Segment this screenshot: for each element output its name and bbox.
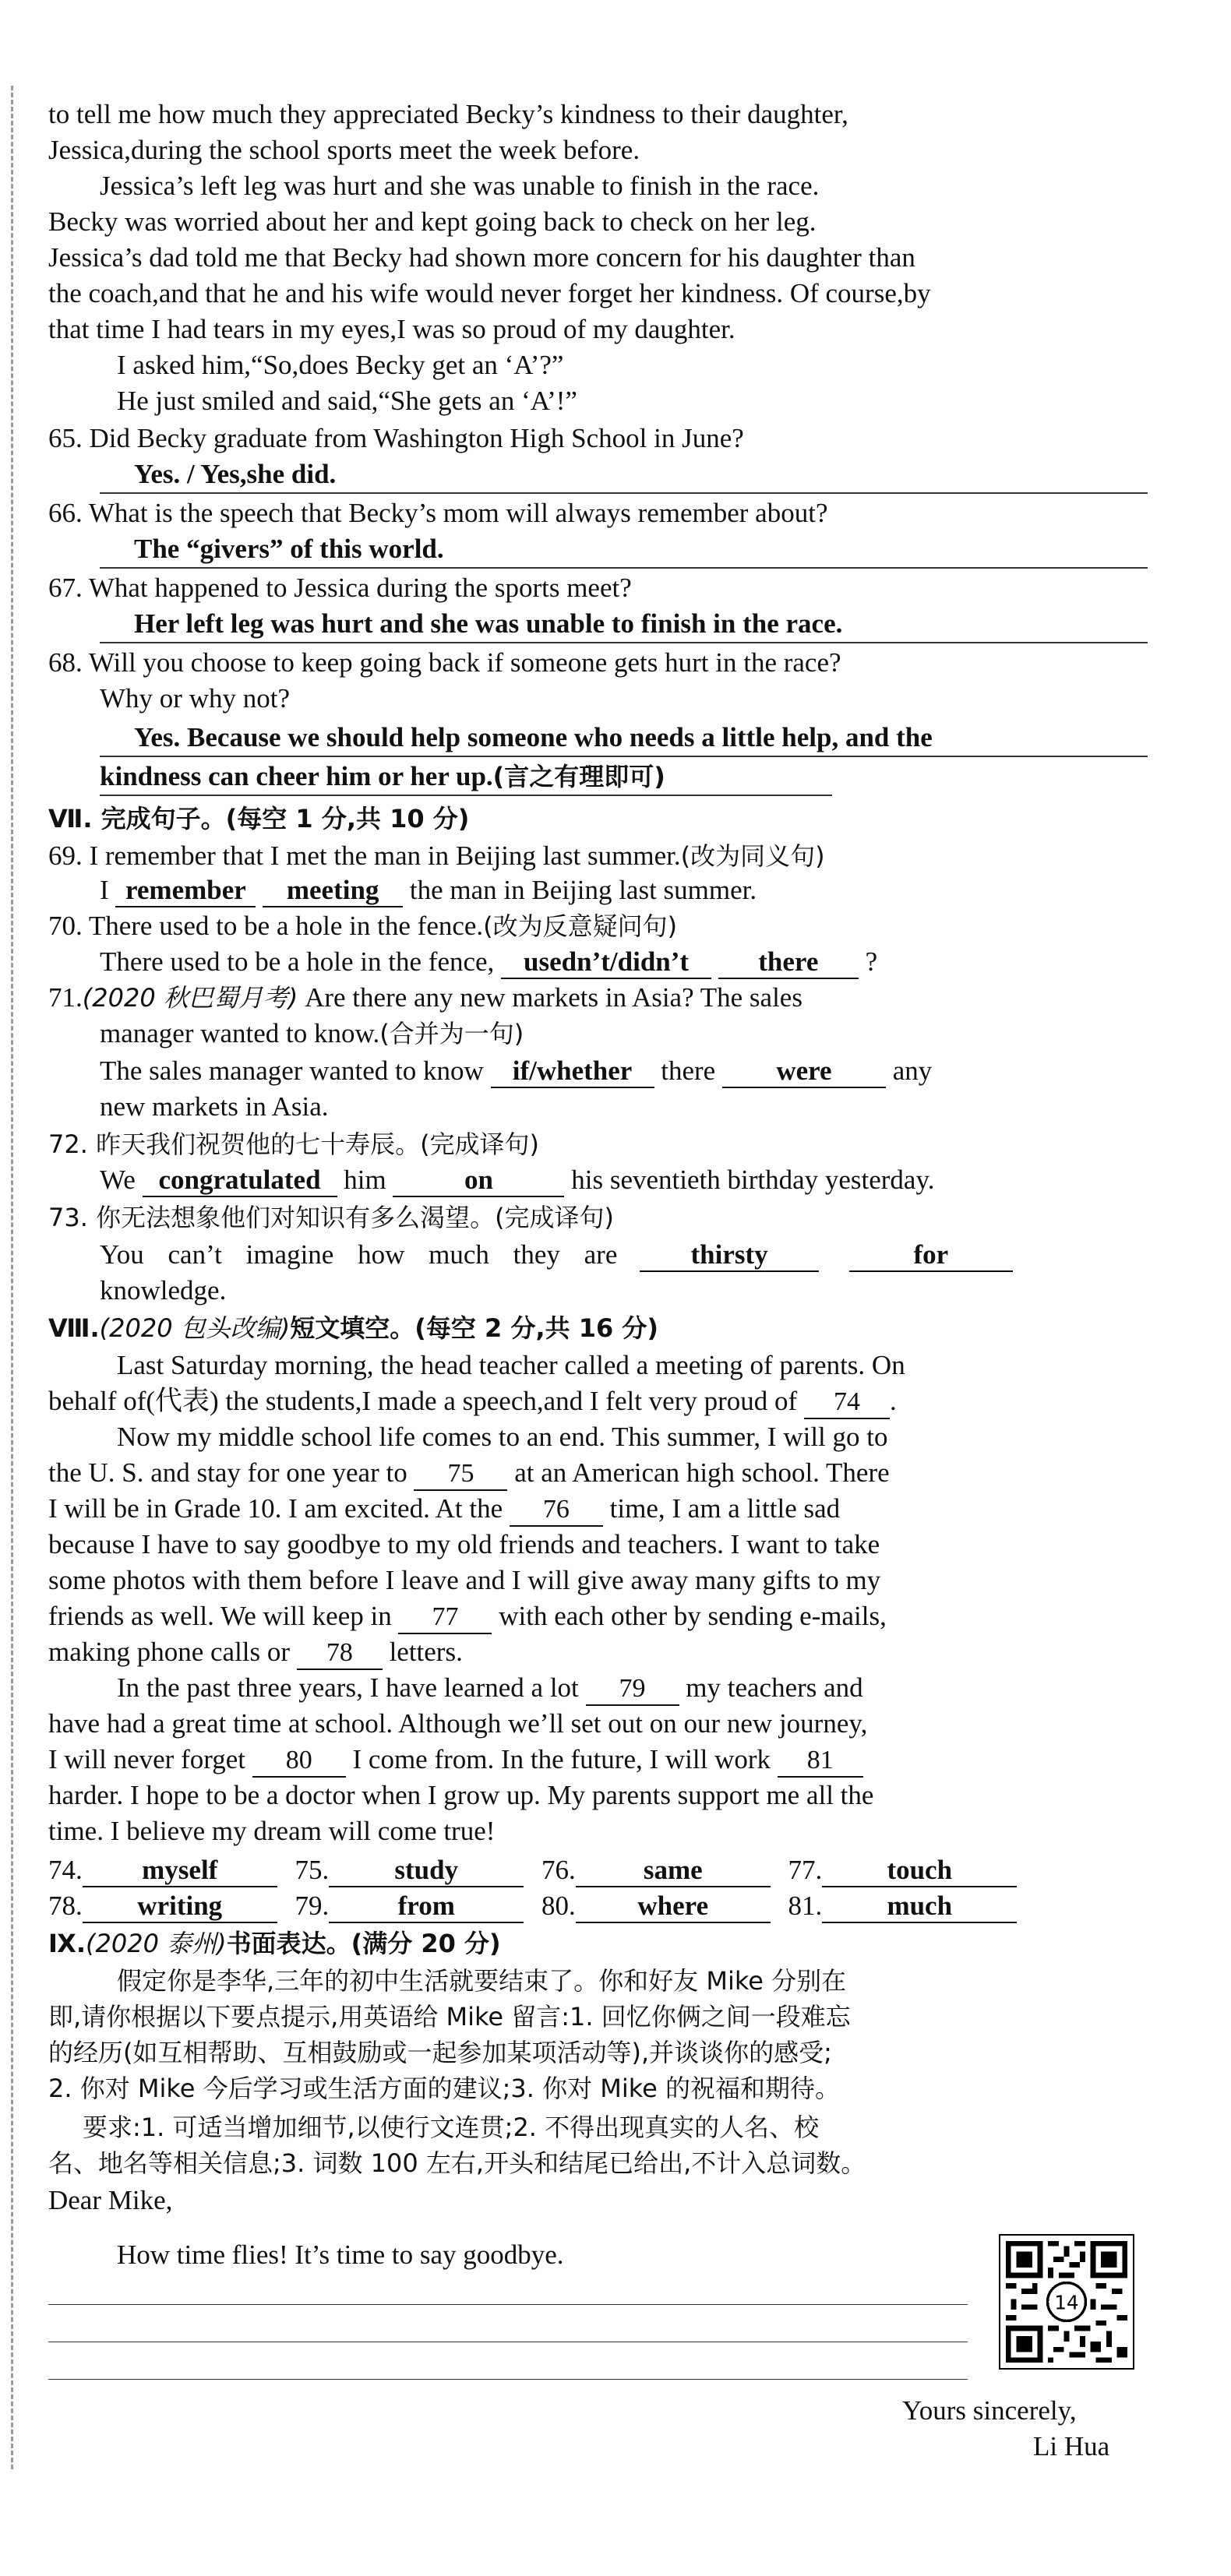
passage-line: [48, 1634, 463, 1670]
question-71-line2-wrap: [100, 1016, 524, 1052]
answer-num: 78.: [48, 1891, 83, 1921]
answer-71-mid: there: [661, 1055, 716, 1086]
answer-70-line: [100, 944, 877, 980]
passage-line: Last Saturday morning, the head teacher called a meeting of parents. On: [117, 1350, 905, 1380]
answer-80: where: [576, 1891, 771, 1923]
passage-text: I will never forget: [48, 1744, 246, 1774]
answer-72-mid: him: [344, 1165, 386, 1195]
answer-71-line: [100, 1053, 932, 1089]
answers-row-1: [48, 1852, 1017, 1888]
answer-73-blank2: for: [849, 1239, 1013, 1272]
question-71-source: (2020 秋巴蜀月考): [82, 983, 298, 1013]
answer-69-blank2: meeting: [263, 875, 403, 907]
question-68-line2: Why or why not?: [100, 683, 290, 714]
question-71-note: (合并为一句): [379, 1019, 524, 1048]
passage-line: Now my middle school life comes to an end. This summer, I will go to: [117, 1422, 888, 1452]
answer-77: touch: [822, 1855, 1017, 1887]
question-67: 67. What happened to Jessica during the sports meet?: [48, 573, 632, 603]
story-line: Jessica’s left leg was hurt and she was unable to finish in the race.: [100, 171, 820, 201]
answer-76: same: [576, 1855, 771, 1887]
answer-68-line2-wrap: [100, 759, 665, 795]
writing-line: [48, 2304, 968, 2305]
blank-75: 75: [414, 1458, 507, 1491]
section-8-title: 短文填空。(每空 2 分,共 16 分): [290, 1313, 659, 1343]
story-line: He just smiled and said,“She gets an ‘A’!”: [117, 386, 577, 416]
qr-code-icon: [999, 2234, 1134, 2370]
question-69-note: (改为同义句): [680, 841, 825, 871]
answer-66: The “givers” of this world.: [134, 534, 444, 564]
blank-80: 80: [252, 1745, 346, 1778]
answer-69-blank1: remember: [115, 875, 256, 907]
question-70-note: (改为反意疑问句): [483, 911, 678, 941]
passage-text: my teachers and: [686, 1672, 863, 1703]
question-69-wrap: [48, 838, 825, 874]
writing-prompt: 假定你是李华,三年的初中生活就要结束了。你和好友 Mike 分别在: [117, 1966, 847, 1996]
answer-73-line2: knowledge.: [100, 1275, 227, 1306]
question-71-wrap: [48, 980, 802, 1016]
answer-71-post: any: [892, 1055, 933, 1086]
question-71: Are there any new markets in Asia? The sales: [305, 982, 802, 1013]
answer-71-blank2: were: [722, 1055, 886, 1088]
answer-line: [100, 567, 1148, 569]
question-68: 68. Will you choose to keep going back if someone gets hurt in the race?: [48, 647, 841, 678]
answer-70-blank2: there: [718, 946, 859, 979]
letter-salutation: Dear Mike,: [48, 2185, 173, 2215]
passage-text: at an American high school. There: [514, 1457, 890, 1488]
story-line: I asked him,“So,does Becky get an ‘A’?”: [117, 350, 564, 380]
question-66: 66. What is the speech that Becky’s mom will always remember about?: [48, 498, 828, 528]
question-70: 70. There used to be a hole in the fence.: [48, 911, 484, 941]
question-69: 69. I remember that I met the man in Beijing last summer.: [48, 840, 681, 871]
passage-text: friends as well. We will keep in: [48, 1601, 392, 1631]
section-9-title: 书面表达。(满分 20 分): [226, 1929, 501, 1958]
answer-70-blank1: usedn’t/didn’t: [501, 946, 711, 979]
answer-73-line: [100, 1237, 1013, 1273]
answer-num: 81.: [788, 1891, 823, 1921]
passage-line: behalf of(代表) the students,I made a speech,and I felt very proud of 74 .: [48, 1383, 897, 1419]
answer-71-line2: new markets in Asia.: [100, 1091, 329, 1122]
question-73: 73. 你无法想象他们对知识有多么渴望。(完成译句): [48, 1203, 615, 1232]
answer-70-pre: There used to be a hole in the fence,: [100, 946, 495, 977]
passage-line: [117, 1670, 863, 1706]
answer-line: [100, 795, 832, 796]
answer-line: [100, 642, 1148, 643]
letter-opening: How time flies! It’s time to say goodbye.: [117, 2239, 564, 2270]
letter-signature: Li Hua: [1033, 2431, 1110, 2461]
passage-text: I will be in Grade 10. I am excited. At the: [48, 1493, 503, 1524]
answer-line: [100, 492, 1148, 494]
answer-69-line: [100, 872, 757, 908]
question-65: 65. Did Becky graduate from Washington High School in June?: [48, 423, 744, 453]
answer-65: Yes. / Yes,she did.: [134, 459, 337, 489]
story-line: to tell me how much they appreciated Becky’s kindness to their daughter,: [48, 99, 848, 129]
question-71-num: 71.: [48, 982, 83, 1013]
passage-text: with each other by sending e-mails,: [499, 1601, 887, 1631]
section-8-source: (2020 包头改编): [99, 1313, 291, 1343]
letter-closing: Yours sincerely,: [902, 2395, 1077, 2426]
answer-78: writing: [83, 1891, 277, 1923]
passage-line: [48, 1598, 887, 1634]
passage-text: time, I am a little sad: [609, 1493, 841, 1524]
section-8-num: Ⅷ.: [48, 1313, 100, 1343]
passage-text: the U. S. and stay for one year to: [48, 1457, 407, 1488]
writing-prompt: 的经历(如互相帮助、互相鼓励或一起参加某项活动等),并谈谈你的感受;: [48, 2038, 832, 2067]
passage-line: because I have to say goodbye to my old friends and teachers. I want to take: [48, 1529, 880, 1559]
section-9-source: (2020 泰州): [86, 1929, 227, 1958]
blank-81: 81: [778, 1745, 863, 1778]
writing-prompt: 2. 你对 Mike 今后学习或生活方面的建议;3. 你对 Mike 的祝福和期待。: [48, 2074, 841, 2103]
writing-prompt: 即,请你根据以下要点提示,用英语给 Mike 留言:1. 回忆你俩之间一段难忘: [48, 2002, 851, 2032]
section-7-title: Ⅶ. 完成句子。(每空 1 分,共 10 分): [48, 804, 470, 833]
blank-76: 76: [510, 1494, 603, 1527]
answer-num: 79.: [295, 1891, 330, 1921]
answer-line: [100, 756, 1148, 757]
story-line: Jessica’s dad told me that Becky had shown more concern for his daughter than: [48, 242, 915, 273]
passage-line: [48, 1491, 840, 1527]
answer-68-line1: Yes. Because we should help someone who needs a little help, and the: [134, 722, 933, 752]
passage-line: time. I believe my dream will come true!: [48, 1816, 496, 1846]
blank-74: 74: [804, 1387, 890, 1419]
answer-79: from: [329, 1891, 524, 1923]
section-8-title-wrap: [48, 1310, 658, 1346]
answer-67: Her left leg was hurt and she was unable to finish in the race.: [134, 608, 843, 639]
answer-72-pre: We: [100, 1165, 136, 1195]
section-9-num: Ⅸ.: [48, 1929, 86, 1958]
blank-78: 78: [297, 1637, 383, 1670]
answer-74: myself: [83, 1855, 277, 1887]
answer-69-pre: I: [100, 875, 109, 905]
answer-73-blank1: thirsty: [640, 1239, 819, 1272]
section-9-title-wrap: [48, 1926, 501, 1961]
passage-line: harder. I hope to be a doctor when I grow up. My parents support me all the: [48, 1780, 874, 1810]
passage-line: some photos with them before I leave and I will give away many gifts to my: [48, 1565, 881, 1595]
passage-text: letters.: [389, 1637, 463, 1667]
answer-72-blank2: on: [393, 1165, 564, 1197]
passage-text: making phone calls or: [48, 1637, 291, 1667]
story-line: that time I had tears in my eyes,I was so proud of my daughter.: [48, 314, 735, 344]
answer-68-note: (言之有理即可): [492, 762, 665, 791]
answer-70-post: ?: [865, 946, 878, 977]
blank-79: 79: [586, 1673, 679, 1706]
blank-77: 77: [398, 1602, 492, 1634]
answer-69-post: the man in Beijing last summer.: [409, 875, 757, 905]
answer-72-blank1: congratulated: [143, 1165, 337, 1197]
answer-71-pre: The sales manager wanted to know: [100, 1055, 484, 1086]
writing-requirements: 要求:1. 可适当增加细节,以使行文连贯;2. 不得出现真实的人名、校: [83, 2113, 820, 2142]
answers-row-2: [48, 1888, 1017, 1924]
answer-num: 80.: [541, 1891, 576, 1921]
answer-71-blank1: if/whether: [491, 1055, 654, 1088]
answer-num: 74.: [48, 1855, 83, 1885]
story-line: the coach,and that he and his wife would never forget her kindness. Of course,by: [48, 278, 931, 308]
question-71-line2: manager wanted to know.: [100, 1018, 380, 1048]
answer-num: 77.: [788, 1855, 823, 1885]
writing-line: [48, 2379, 968, 2380]
passage-line: [48, 1455, 890, 1491]
answer-num: 76.: [541, 1855, 576, 1885]
answer-72-post: his seventieth birthday yesterday.: [571, 1165, 935, 1195]
passage-text: behalf of(代表) the students,I made a speech,and I felt very proud of: [48, 1386, 798, 1416]
qr-badge-number: 14: [1054, 2291, 1079, 2314]
passage-text: In the past three years, I have learned a lot: [117, 1672, 579, 1703]
passage-line: have had a great time at school. Although we’ll set out on our new journey,: [48, 1708, 868, 1739]
answer-73-pre: You can’t imagine how much they are: [100, 1239, 618, 1270]
question-70-wrap: [48, 908, 677, 944]
answer-68-line2: kindness can cheer him or her up.: [100, 761, 493, 791]
answer-81: much: [822, 1891, 1017, 1923]
question-72: 72. 昨天我们祝贺他的七十寿辰。(完成译句): [48, 1129, 540, 1159]
writing-requirements: 名、地名等相关信息;3. 词数 100 左右,开头和结尾已给出,不计入总词数。: [48, 2148, 866, 2178]
passage-line: [48, 1742, 863, 1778]
answer-num: 75.: [295, 1855, 330, 1885]
story-line: Jessica,during the school sports meet the week before.: [48, 135, 640, 165]
passage-text: I come from. In the future, I will work: [352, 1744, 771, 1774]
answer-75: study: [329, 1855, 524, 1887]
story-line: Becky was worried about her and kept going back to check on her leg.: [48, 206, 817, 237]
binding-margin-line: [11, 86, 13, 2469]
answer-72-line: [100, 1162, 934, 1198]
